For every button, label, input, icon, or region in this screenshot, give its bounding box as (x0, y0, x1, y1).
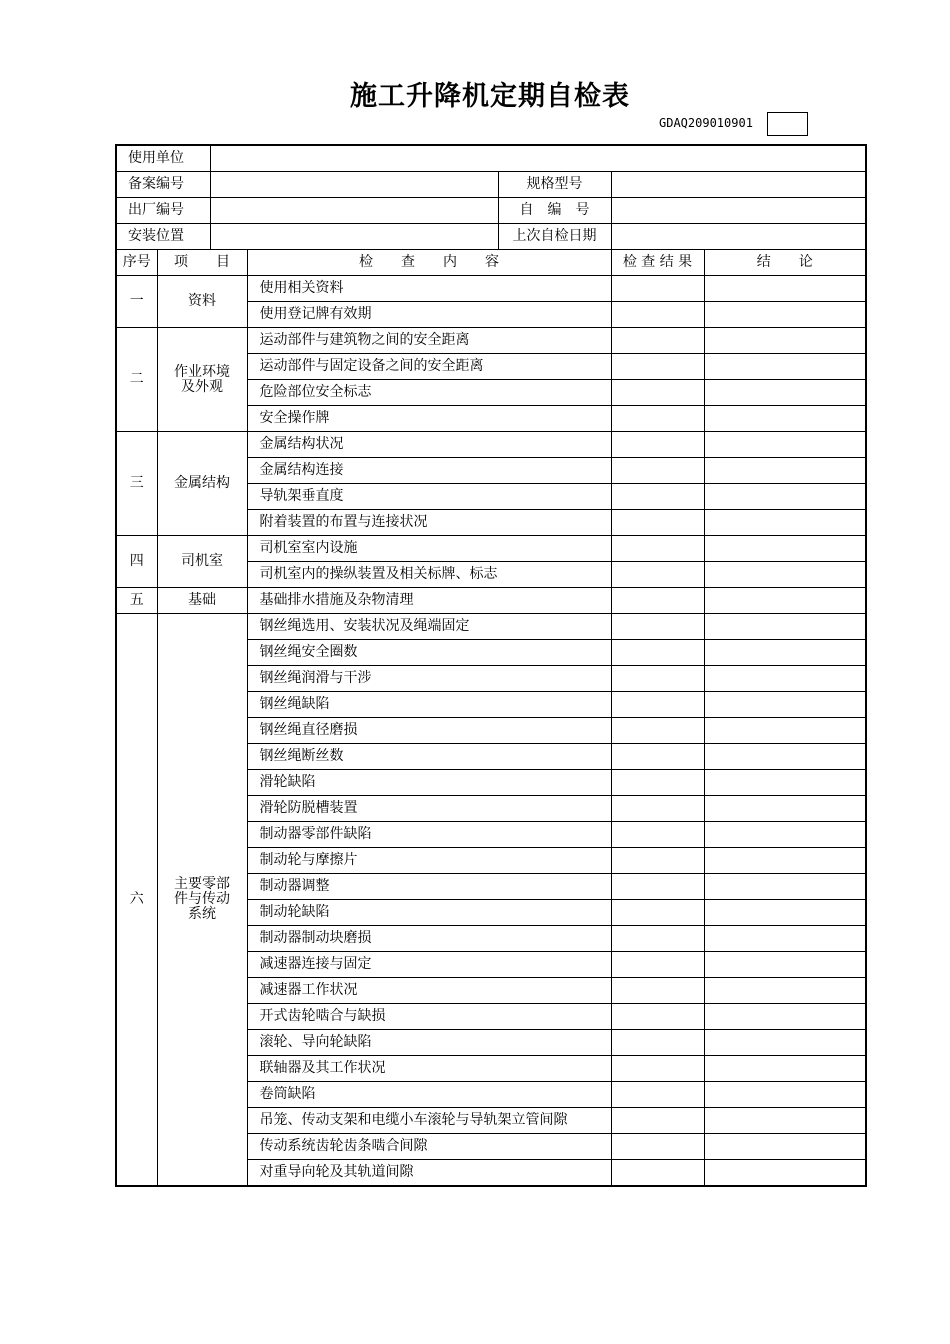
check-result-cell[interactable] (611, 1108, 704, 1134)
conclusion-cell[interactable] (704, 640, 866, 666)
conclusion-cell[interactable] (704, 978, 866, 1004)
check-content: 危险部位安全标志 (247, 380, 611, 406)
check-result-cell[interactable] (611, 354, 704, 380)
use-unit-row (116, 145, 866, 172)
conclusion-cell[interactable] (704, 900, 866, 926)
group-item: 作业环境及外观 (157, 328, 247, 432)
check-result-cell[interactable] (611, 692, 704, 718)
table-row (116, 536, 866, 562)
check-content: 钢丝绳润滑与干涉 (247, 666, 611, 692)
check-content: 滚轮、导向轮缺陷 (247, 1030, 611, 1056)
self-no-label: 自 编 号 (498, 198, 611, 224)
col-seq: 序号 (116, 250, 157, 276)
conclusion-cell[interactable] (704, 666, 866, 692)
install-pos-value[interactable] (210, 224, 498, 250)
check-content: 运动部件与建筑物之间的安全距离 (247, 328, 611, 354)
check-result-cell[interactable] (611, 328, 704, 354)
group-seq: 六 (116, 614, 157, 1187)
conclusion-cell[interactable] (704, 484, 866, 510)
record-no-row (116, 172, 866, 198)
table-row (116, 328, 866, 354)
conclusion-cell[interactable] (704, 1056, 866, 1082)
conclusion-cell[interactable] (704, 588, 866, 614)
conclusion-cell[interactable] (704, 406, 866, 432)
col-content: 检 查 内 容 (247, 250, 611, 276)
check-content: 司机室内的操纵装置及相关标牌、标志 (247, 562, 611, 588)
check-result-cell[interactable] (611, 718, 704, 744)
conclusion-cell[interactable] (704, 328, 866, 354)
factory-no-label: 出厂编号 (116, 198, 210, 224)
check-content: 运动部件与固定设备之间的安全距离 (247, 354, 611, 380)
conclusion-cell[interactable] (704, 354, 866, 380)
check-content: 使用登记牌有效期 (247, 302, 611, 328)
conclusion-cell[interactable] (704, 458, 866, 484)
factory-no-value[interactable] (210, 198, 498, 224)
check-result-cell[interactable] (611, 978, 704, 1004)
conclusion-cell[interactable] (704, 770, 866, 796)
group-item: 金属结构 (157, 432, 247, 536)
group-item: 基础 (157, 588, 247, 614)
check-content: 金属结构连接 (247, 458, 611, 484)
check-result-cell[interactable] (611, 926, 704, 952)
check-content: 滑轮缺陷 (247, 770, 611, 796)
last-check-date-label: 上次自检日期 (498, 224, 611, 250)
check-content: 制动器制动块磨损 (247, 926, 611, 952)
group-seq: 五 (116, 588, 157, 614)
column-header-row (116, 250, 866, 276)
col-result: 检 查 结 果 (611, 250, 704, 276)
check-result-cell[interactable] (611, 1004, 704, 1030)
group-seq: 二 (116, 328, 157, 432)
spec-model-label: 规格型号 (498, 172, 611, 198)
conclusion-cell[interactable] (704, 1082, 866, 1108)
group-item: 主要零部件与传动系统 (157, 614, 247, 1187)
group-seq: 一 (116, 276, 157, 328)
use-unit-label: 使用单位 (116, 145, 210, 172)
conclusion-cell[interactable] (704, 718, 866, 744)
conclusion-cell[interactable] (704, 796, 866, 822)
conclusion-cell[interactable] (704, 562, 866, 588)
check-result-cell[interactable] (611, 458, 704, 484)
conclusion-cell[interactable] (704, 952, 866, 978)
check-content: 制动器调整 (247, 874, 611, 900)
check-result-cell[interactable] (611, 432, 704, 458)
group-item: 资料 (157, 276, 247, 328)
check-content: 减速器工作状况 (247, 978, 611, 1004)
check-result-cell[interactable] (611, 822, 704, 848)
conclusion-cell[interactable] (704, 1134, 866, 1160)
conclusion-cell[interactable] (704, 536, 866, 562)
conclusion-cell[interactable] (704, 1108, 866, 1134)
conclusion-cell[interactable] (704, 692, 866, 718)
check-result-cell[interactable] (611, 588, 704, 614)
conclusion-cell[interactable] (704, 1030, 866, 1056)
conclusion-cell[interactable] (704, 848, 866, 874)
check-content: 滑轮防脱槽装置 (247, 796, 611, 822)
table-row (116, 432, 866, 458)
self-no-value[interactable] (611, 198, 866, 224)
group-seq: 三 (116, 432, 157, 536)
check-content: 减速器连接与固定 (247, 952, 611, 978)
conclusion-cell[interactable] (704, 822, 866, 848)
check-result-cell[interactable] (611, 770, 704, 796)
check-result-cell[interactable] (611, 874, 704, 900)
install-pos-row (116, 224, 866, 250)
check-content: 钢丝绳直径磨损 (247, 718, 611, 744)
conclusion-cell[interactable] (704, 276, 866, 302)
check-result-cell[interactable] (611, 744, 704, 770)
check-content: 开式齿轮啮合与缺损 (247, 1004, 611, 1030)
check-content: 附着装置的布置与连接状况 (247, 510, 611, 536)
conclusion-cell[interactable] (704, 744, 866, 770)
conclusion-cell[interactable] (704, 1004, 866, 1030)
check-result-cell[interactable] (611, 1082, 704, 1108)
conclusion-cell[interactable] (704, 1160, 866, 1187)
check-content: 传动系统齿轮齿条啮合间隙 (247, 1134, 611, 1160)
check-content: 钢丝绳缺陷 (247, 692, 611, 718)
group-item: 司机室 (157, 536, 247, 588)
check-result-cell[interactable] (611, 562, 704, 588)
check-result-cell[interactable] (611, 614, 704, 640)
check-result-cell[interactable] (611, 796, 704, 822)
spec-model-value[interactable] (611, 172, 866, 198)
check-content: 导轨架垂直度 (247, 484, 611, 510)
last-check-date-value[interactable] (611, 224, 866, 250)
record-no-label: 备案编号 (116, 172, 210, 198)
check-content: 制动器零部件缺陷 (247, 822, 611, 848)
form-code-suffix-box[interactable] (767, 112, 808, 136)
conclusion-cell[interactable] (704, 874, 866, 900)
check-result-cell[interactable] (611, 900, 704, 926)
check-content: 金属结构状况 (247, 432, 611, 458)
col-item: 项 目 (157, 250, 247, 276)
col-conclusion: 结 论 (704, 250, 866, 276)
check-content: 司机室室内设施 (247, 536, 611, 562)
conclusion-cell[interactable] (704, 432, 866, 458)
check-content: 钢丝绳选用、安装状况及绳端固定 (247, 614, 611, 640)
check-result-cell[interactable] (611, 536, 704, 562)
group-seq: 四 (116, 536, 157, 588)
check-result-cell[interactable] (611, 380, 704, 406)
check-content: 卷筒缺陷 (247, 1082, 611, 1108)
factory-no-row (116, 198, 866, 224)
table-row (116, 588, 866, 614)
inspection-table (115, 144, 867, 1187)
page-title: 施工升降机定期自检表 (350, 81, 630, 112)
record-no-value[interactable] (210, 172, 498, 198)
check-content: 吊笼、传动支架和电缆小车滚轮与导轨架立管间隙 (247, 1108, 611, 1134)
check-content: 基础排水措施及杂物清理 (247, 588, 611, 614)
check-content: 钢丝绳安全圈数 (247, 640, 611, 666)
check-result-cell[interactable] (611, 1030, 704, 1056)
check-result-cell[interactable] (611, 276, 704, 302)
table-row (116, 614, 866, 640)
install-pos-label: 安装位置 (116, 224, 210, 250)
check-result-cell[interactable] (611, 510, 704, 536)
check-result-cell[interactable] (611, 640, 704, 666)
check-content: 制动轮缺陷 (247, 900, 611, 926)
check-result-cell[interactable] (611, 1160, 704, 1187)
conclusion-cell[interactable] (704, 302, 866, 328)
check-result-cell[interactable] (611, 848, 704, 874)
check-result-cell[interactable] (611, 666, 704, 692)
check-content: 安全操作牌 (247, 406, 611, 432)
check-result-cell[interactable] (611, 1056, 704, 1082)
check-content: 联轴器及其工作状况 (247, 1056, 611, 1082)
check-result-cell[interactable] (611, 302, 704, 328)
conclusion-cell[interactable] (704, 380, 866, 406)
form-code: GDAQ209010901 (659, 116, 753, 130)
check-content: 对重导向轮及其轨道间隙 (247, 1160, 611, 1187)
check-content: 制动轮与摩擦片 (247, 848, 611, 874)
conclusion-cell[interactable] (704, 926, 866, 952)
table-row (116, 276, 866, 302)
check-content: 使用相关资料 (247, 276, 611, 302)
check-result-cell[interactable] (611, 406, 704, 432)
use-unit-value[interactable] (210, 145, 866, 172)
conclusion-cell[interactable] (704, 510, 866, 536)
check-result-cell[interactable] (611, 1134, 704, 1160)
conclusion-cell[interactable] (704, 614, 866, 640)
check-result-cell[interactable] (611, 484, 704, 510)
check-result-cell[interactable] (611, 952, 704, 978)
check-content: 钢丝绳断丝数 (247, 744, 611, 770)
